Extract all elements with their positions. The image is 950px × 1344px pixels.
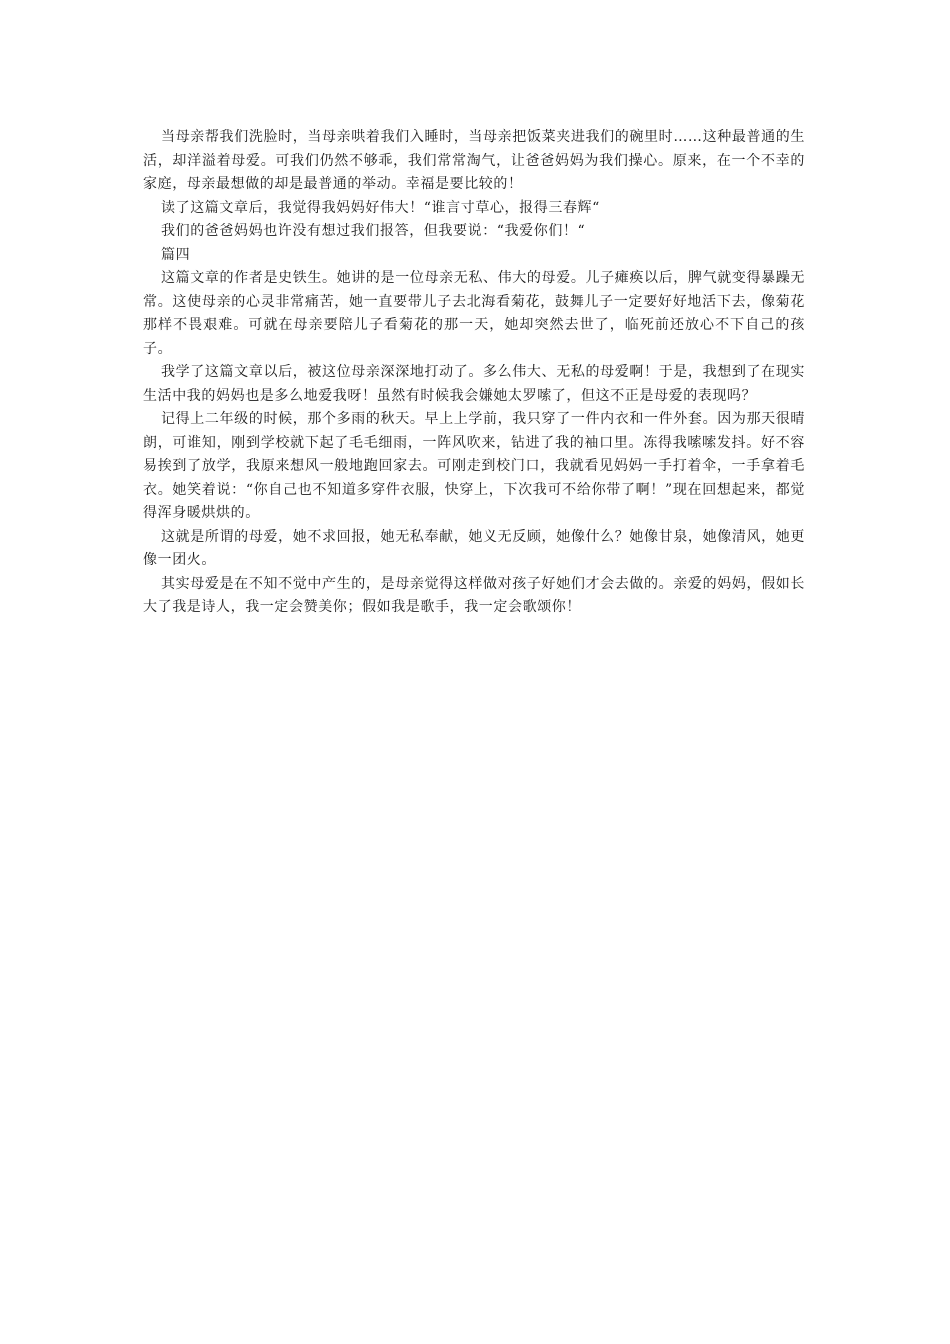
paragraph-rainy-autumn-memory: 记得上二年级的时候，那个多雨的秋天。早上上学前，我只穿了一件内衣和一件外套。因为那天很晴朗，可谁知，刚到学校就下起了毛毛细雨，一阵风吹来，钻进了我的袖口里。冻得我嗦嗦发抖。好不容易挨到了放学，我原来想风一般地跑回家去。可刚走到校门口，我就看见妈妈一手打着伞，一手拿着毛衣。她笑着说：“你自己也不知道多穿件衣服，快穿上，下次我可不给你带了啊！”现在回想起来，都觉得浑身暖烘烘的。 — [143, 411, 805, 521]
paragraph-what-is-mother-love: 这就是所谓的母爱，她不求回报，她无私奉献，她义无反顾，她像什么？她像甘泉，她像清风，她更像一团火。 — [143, 528, 805, 568]
document-page — [143, 126, 805, 620]
paragraph-closing-praise: 其实母爱是在不知不觉中产生的，是母亲觉得这样做对孩子好她们才会去做的。亲爱的妈妈，假如长大了我是诗人，我一定会赞美你；假如我是歌手，我一定会歌颂你！ — [143, 575, 805, 615]
paragraph-i-love-you: 我们的爸爸妈妈也许没有想过我们报答，但我要说：“我爱你们！“ — [161, 223, 586, 239]
paragraph-reflection-great-mother: 读了这篇文章后，我觉得我妈妈好伟大！“谁言寸草心，报得三春辉“ — [161, 199, 600, 216]
paragraph-author-shi-tiesheng: 这篇文章的作者是史铁生。她讲的是一位母亲无私、伟大的母爱。儿子瘫痪以后，脾气就变得暴躁无常。这使母亲的心灵非常痛苦，她一直要带儿子去北海看菊花，鼓舞儿子一定要好好地活下去，像菊花那样不畏艰难。可就在母亲要陪儿子看菊花的那一天，她却突然去世了，临死前还放心不下自己的孩子。 — [143, 270, 805, 357]
paragraph-mother-daily-care: 当母亲帮我们洗脸时，当母亲哄着我们入睡时，当母亲把饭菜夹进我们的碗里时……这种最普通的生活，却洋溢着母爱。可我们仍然不够乖，我们常常淘气，让爸爸妈妈为我们操心。原来，在一个不幸的家庭，母亲最想做的却是最普通的举动。幸福是要比较的！ — [143, 129, 805, 192]
section-heading-part-four: 篇四 — [161, 246, 191, 263]
paragraph-moved-by-mother: 我学了这篇文章以后，被这位母亲深深地打动了。多么伟大、无私的母爱啊！于是，我想到了在现实生活中我的妈妈也是多么地爱我呀！虽然有时候我会嫌她太罗嗦了，但这不正是母爱的表现吗？ — [143, 364, 805, 404]
